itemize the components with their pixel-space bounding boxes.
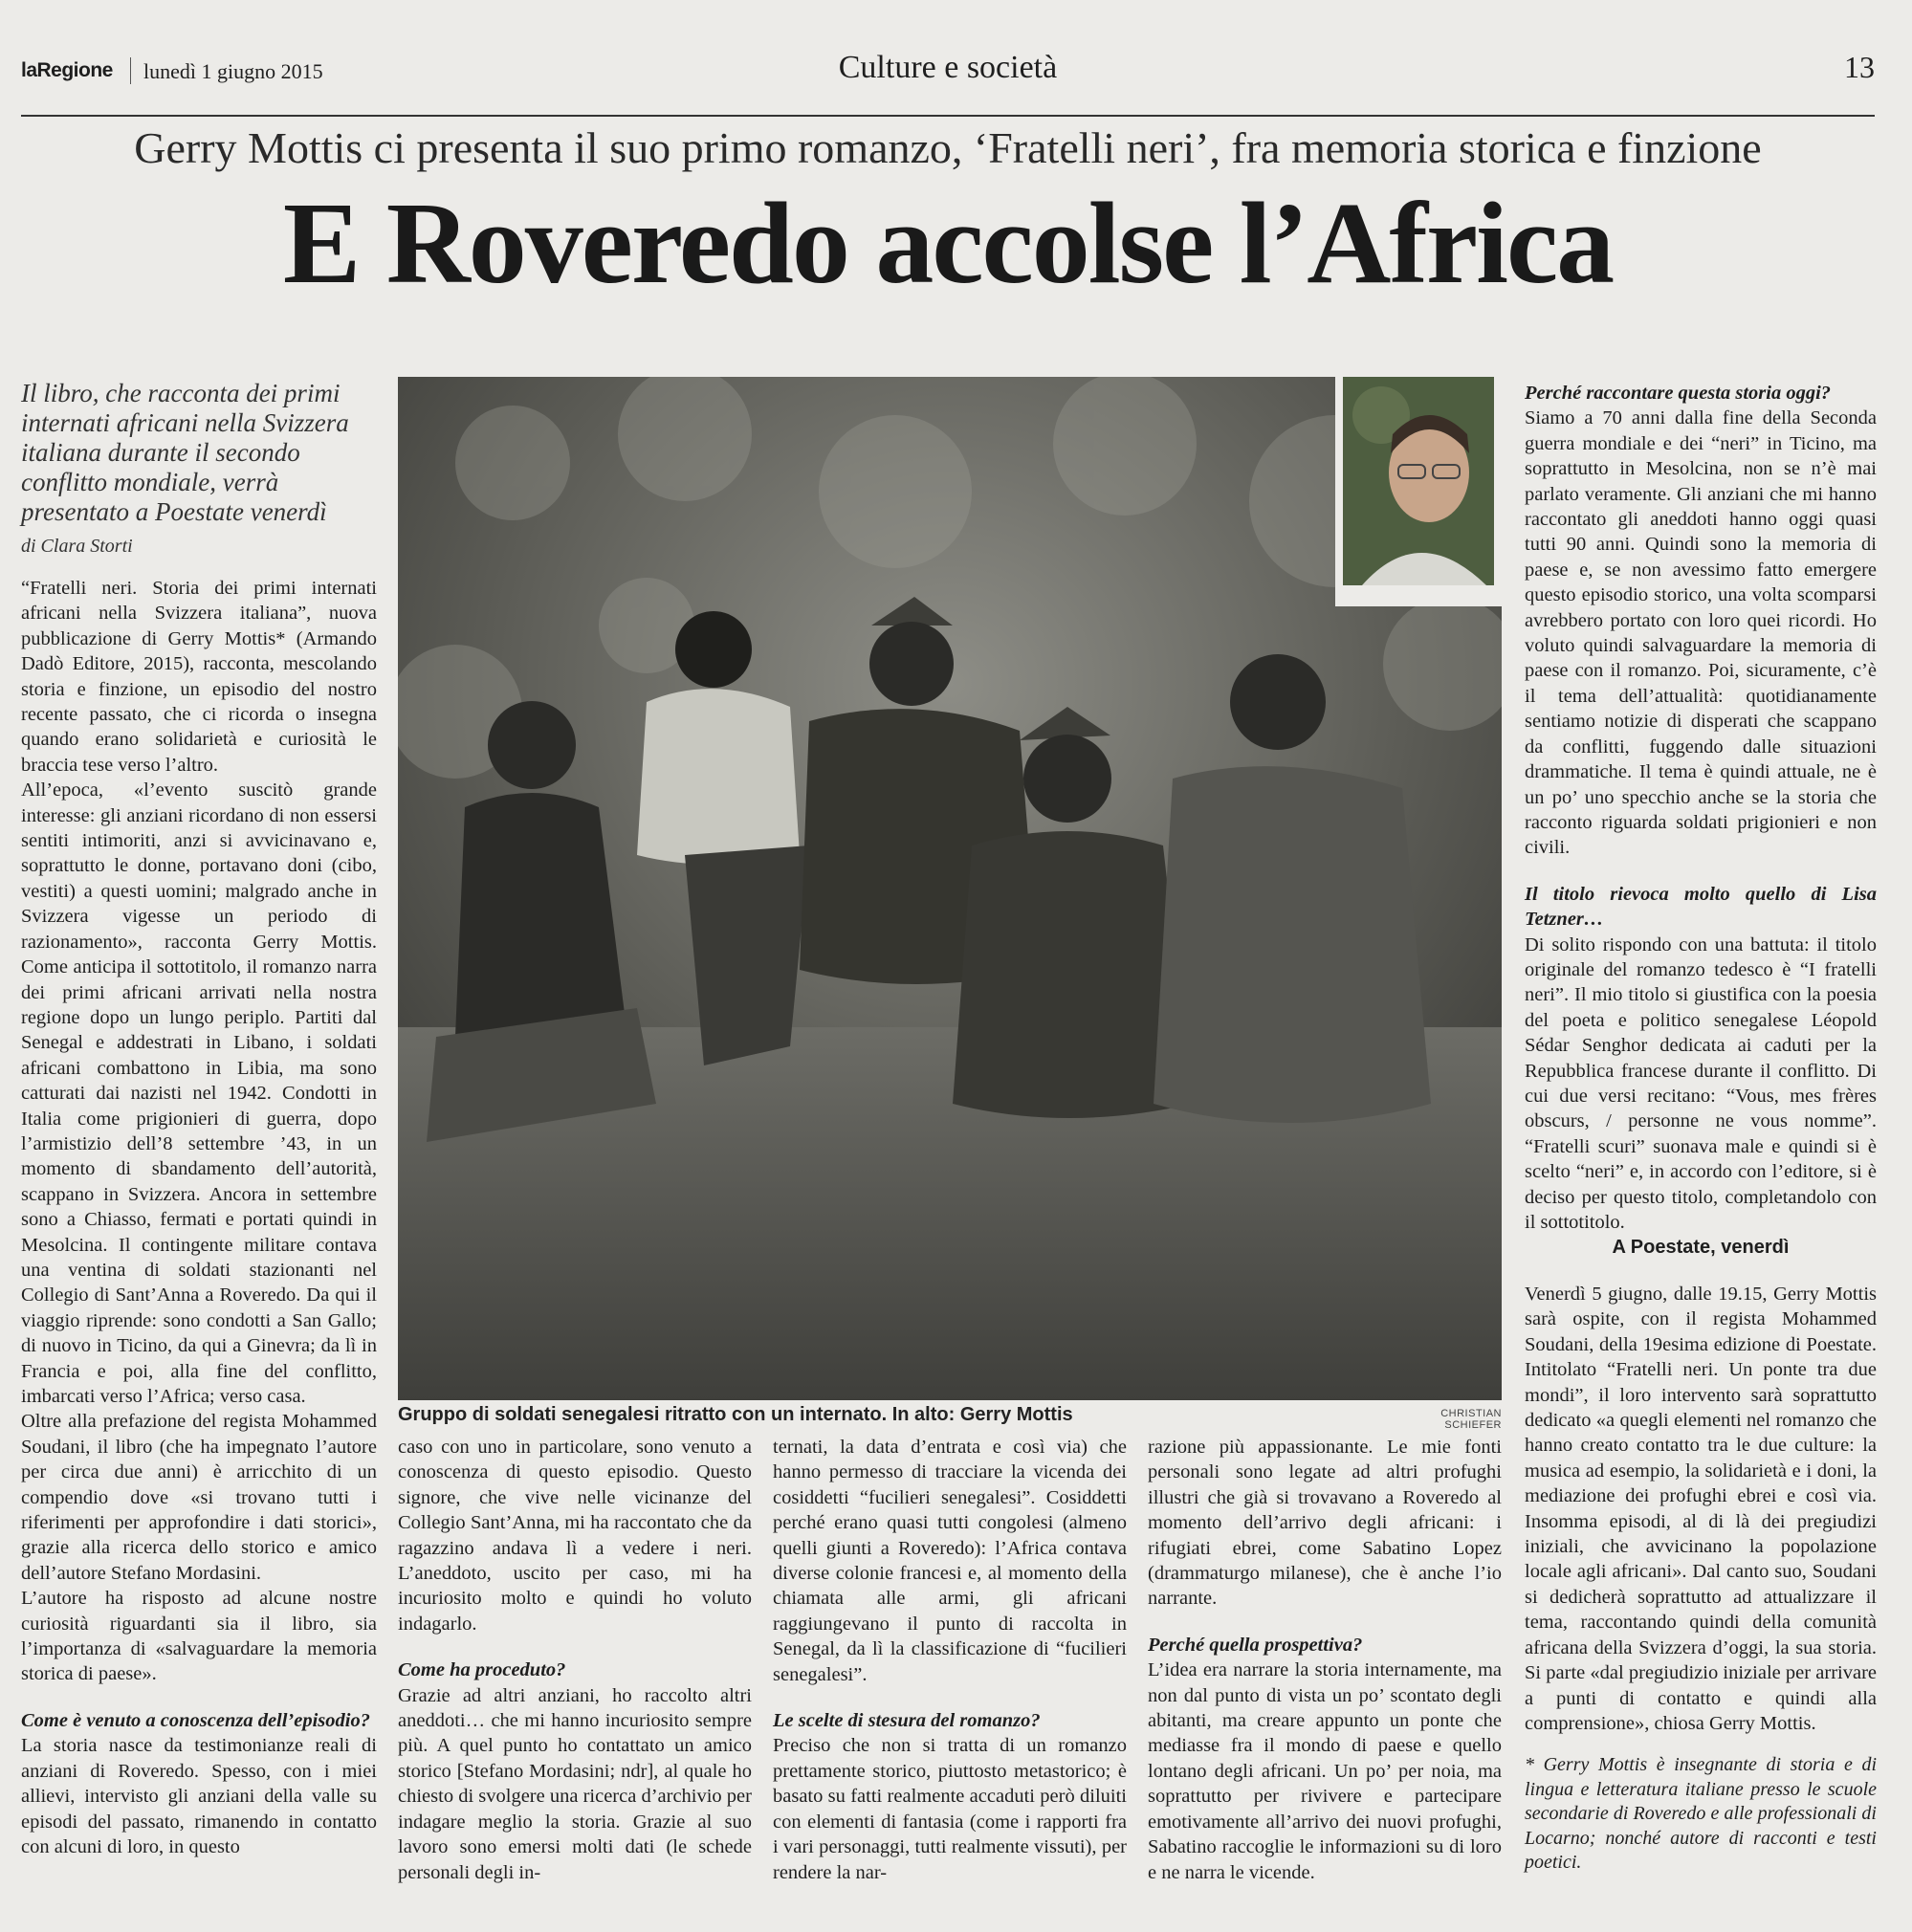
interview-question: Le scelte di stesura del romanzo?: [773, 1710, 1041, 1732]
article-byline: di Clara Storti: [21, 536, 133, 557]
article-column-5-continued: [1525, 1282, 1877, 1736]
paragraph: All’epoca, «l’evento suscitò grande interesse: gli anziani ricordano di non essersi sentiti intimoriti, anzi si avvicinavano e, soprattutto le donne, portavano doni (cibo, vestiti) a questi uomini; malgrado anche in Svizzera vigesse un periodo di razionamento», racconta Gerry Mottis. Come anticipa il sottotitolo, il romanzo narra dei primi africani arrivati nella nostra regione dopo un lungo periplo. Partiti dal Senegal e addestrati in Libano, i soldati africani combattono in Libia, ma sono catturati dai nazisti nel 1942. Condotti in Italia come prigionieri di guerra, dopo l’armistizio dell’8 settembre ’43, in un momento di sbandamento dell’autorità, scappano in Svizzera. Ancora in settembre sono a Chiasso, fermati e portati quindi in Mesolcina. Il contingente militare contava una ventina di soldati stazionanti nel Collegio di Sant’Anna a Roveredo. Da qui il viaggio riprende: sono condotti a San Gallo; di nuovo in Ticino, da qui a Ginevra; da lì in Francia e poi, alla fine del conflitto, imbarcati verso l’Africa; verso casa.: [21, 779, 377, 1407]
interview-question: Perché raccontare questa storia oggi?: [1525, 383, 1832, 404]
section-title: Culture e società: [838, 50, 1058, 85]
article-standfirst: Il libro, che racconta dei primi internati africani nella Svizzera italiana durante il secondo conflitto mondiale, verrà presentato a Poestate venerdì: [21, 379, 349, 526]
newspaper-brand: laRegione: [21, 59, 113, 81]
article-headline: E Roveredo accolse l’Africa: [282, 179, 1614, 308]
paragraph: Venerdì 5 giugno, dalle 19.15, Gerry Mottis sarà ospite, con il regista Mohammed Soudani, della 19esima edizione di Poestate. Intitolato “Fratelli neri. Un ponte tra due mondi”, il loro intervento sarà soprattutto dedicato «a quegli elementi nel romanzo che hanno creato contatto tra le due culture: la musica ad esempio, la solidarietà e i doni, la mediazione dei profughi ebrei e così via. Insomma episodi, al di là dei pregiudizi iniziali, che avvicinano la popolazione locale agli africani». Dal canto suo, Soudani si dedicherà soprattutto ad attualizzare il tema, raccontando quindi della comunità africana della Svizzera d’oggi, la sua storia. Si parte «dal pregiudizio iniziale per arrivare a punti di contatto e quindi alla comprensione», chiosa Gerry Mottis.: [1525, 1284, 1877, 1734]
article-column-1: [21, 576, 377, 1859]
paragraph: “Fratelli neri. Storia dei primi internati africani nella Svizzera italiana”, nuova pubblicazione di Gerry Mottis* (Armando Dadò Editore, 2015), racconta, mescolando storia e finzione, un episodio del nostro recente passato, che ci ricorda o insegna quando erano solidarietà e curiosità le braccia tese verso l’altro.: [21, 578, 377, 776]
paragraph: Di solito rispondo con una battuta: il titolo originale del romanzo tedesco è “I fratelli neri”. Il mio titolo si giustifica con la poesia del poeta e politico senegalese Léopold Sédar Senghor dedicata ai caduti per la Repubblica francese durante il conflitto. Di cui due versi recitano: “Vous, mes frères obscurs, / personne ne vous nomme”. “Fratelli scuri” suonava male e quindi si è scelto “neri” e, in accordo con l’editore, si è deciso per questo titolo, completandolo con il sottotitolo.: [1525, 933, 1877, 1233]
article-kicker: Gerry Mottis ci presenta il suo primo romanzo, ‘Fratelli neri’, fra memoria storica e finzione: [134, 123, 1762, 172]
page-number: 13: [1844, 50, 1875, 84]
paragraph: Oltre alla prefazione del regista Mohammed Soudani, il libro (che ha impegnato l’autore per circa due anni) è arricchito di un compendio dove «si trovano tutti i riferimenti per approfondire i dati storici», grazie alla ricerca dello storico e amico dell’autore Stefano Mordasini.: [21, 1411, 377, 1584]
paragraph: L’idea era narrare la storia internamente, ma non dal punto di vista un po’ scontato degli abitanti, ma creare appunto un ponte che mediasse fra il mondo di paese e quello lontano degli africani. Un po’ per noia, ma soprattutto per rivivere e partecipare emotivamente all’arrivo dei nuovi profughi, Sabatino raccoglie le informazioni su di loro e ne narra le vicende.: [1148, 1659, 1502, 1883]
article-column-4: [1148, 1435, 1502, 1885]
paragraph: ternati, la data d’entrata e così via) che hanno permesso di tracciare la vicenda dei cosiddetti “fucilieri senegalesi”. Cosiddetti perché erano quasi tutti congolesi (almeno quelli giunti a Roveredo): l’Africa contava diverse colonie francesi e, al momento della chiamata alle armi, gli africani raggiungevano il punto di raccolta in Senegal, da lì la classificazione di “fucilieri senegalesi”.: [773, 1437, 1127, 1685]
article-column-2: [398, 1435, 752, 1885]
issue-date: lunedì 1 giugno 2015: [143, 59, 323, 83]
paragraph: razione più appassionante. Le mie fonti personali sono legate ad altri profughi illustri che già si trovavano a Roveredo al momento dell’arrivo degli africani: i rifugiati ebrei, come Sabatino Lopez (drammaturgo milanese), che è anche l’io narrante.: [1148, 1437, 1502, 1610]
paragraph: caso con uno in particolare, sono venuto a conoscenza di questo episodio. Questo signore, che vive nelle vicinanze del Collegio Sant’Anna, mi ha raccontato che da ragazzino andava lì a vedere i neri. L’aneddoto, uscito per caso, mi ha incuriosito molto e quindi ho voluto indagarlo.: [398, 1437, 752, 1635]
photo-caption: Gruppo di soldati senegalesi ritratto con un internato. In alto: Gerry Mottis: [398, 1404, 1073, 1425]
paragraph: Grazie ad altri anziani, ho raccolto altri aneddoti… che mi hanno incuriosito sempre più. A quel punto ho contattato un amico storico [Stefano Mordasini; ndr], al quale ho chiesto di svolgere una ricerca d’archivio per indagare meglio la storia. Grazie al suo lavoro sono emersi molti dati (le schede personali degli in-: [398, 1684, 752, 1883]
masthead: [21, 50, 1875, 117]
paragraph: L’autore ha risposto ad alcune nostre curiosità riguardanti sia il libro, sia l’importanza di «salvaguardare la memoria storica di paese».: [21, 1588, 377, 1685]
paragraph: Preciso che non si tratta di un romanzo prettamente storico, piuttosto metastorico; è basato su fatti realmente accaduti però diluiti con elementi di fantasia (come i rapporti fra i vari personaggi, tutti realmente vissuti), per rendere la nar-: [773, 1735, 1127, 1883]
author-footnote: * Gerry Mottis è insegnante di storia e di lingua e letteratura italiane presso le scuole secondarie di Roveredo e alle professionali di Locarno; nonché autore di racconti e testi poetici.: [1525, 1754, 1877, 1873]
interview-question: Perché quella prospettiva?: [1148, 1634, 1363, 1656]
article-column-3: [773, 1435, 1127, 1885]
author-portrait-image: [1343, 377, 1494, 585]
article-column-5: [1525, 381, 1877, 1235]
paragraph: Siamo a 70 anni dalla fine della Seconda guerra mondiale e dei “neri” in Ticino, ma soprattutto in Mesolcina, non se n’è mai parlato veramente. Gli anziani che mi hanno raccontato gli aneddoti hanno oggi quasi tutti 90 anni. Quindi sono la memoria di paese e, se non avessimo fatto emergere questo episodio storico, una volta scomparsi avrebbero portato con loro quei ricordi. Ho voluto quindi salvaguardare la memoria di paese con il romanzo. Poi, sicuramente, c’è il tema dell’attualità: quotidianamente sentiamo notizie di disperati che scappano da conflitti, fuggendo dalle situazioni drammatiche. Il tema è quindi attuale, ne è un po’ uno specchio anche se la storia che racconto riguarda soldati prigionieri e non civili.: [1525, 407, 1877, 859]
section-subhead: A Poestate, venerdì: [1612, 1237, 1790, 1258]
interview-question: Come è venuto a conoscenza dell’episodio?: [21, 1709, 370, 1731]
interview-question: Come ha proceduto?: [398, 1659, 566, 1681]
paragraph: La storia nasce da testimonianze reali di anziani di Roveredo. Spesso, con i miei allievi, intervisto gli anziani della valle su episodi del passato, rimanendo in contatto con alcuni di loro, in questo: [21, 1735, 377, 1857]
interview-question: Il titolo rievoca molto quello di Lisa Tetzner…: [1525, 883, 1877, 931]
author-portrait: [1343, 377, 1494, 585]
photo-credit: CHRISTIAN SCHIEFER: [1440, 1408, 1502, 1431]
